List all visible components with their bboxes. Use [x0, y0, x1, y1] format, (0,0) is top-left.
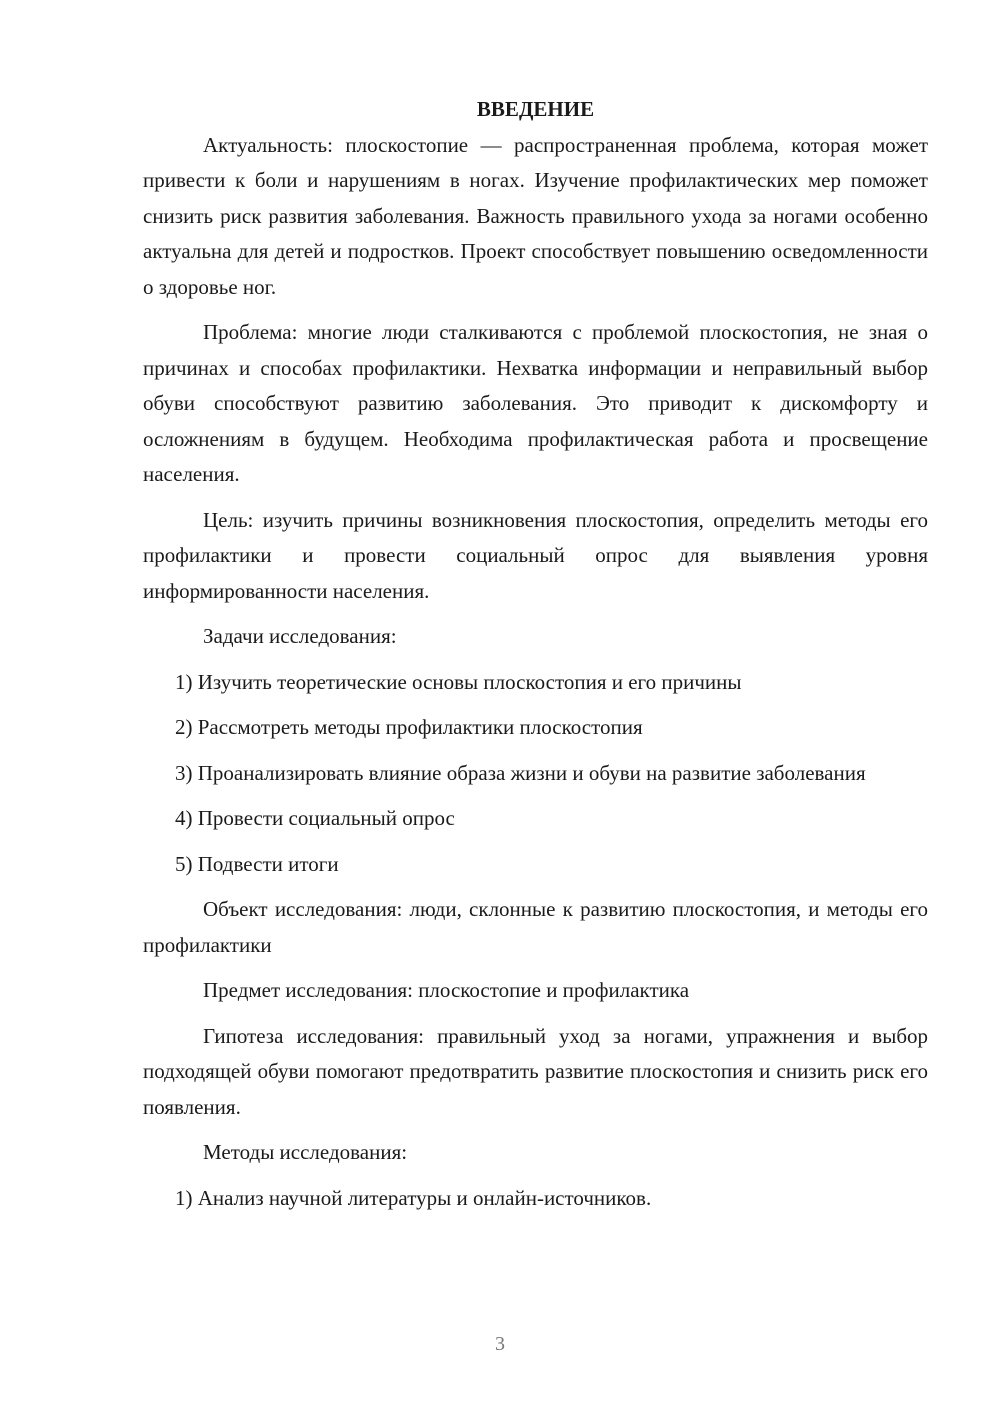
section-title: ВВЕДЕНИЕ: [476, 97, 595, 121]
task-item: 4) Провести социальный опрос: [175, 806, 455, 830]
page-number: 3: [495, 1333, 505, 1355]
task-item: 3) Проанализировать влияние образа жизни и обуви на развитие заболевания: [175, 760, 866, 785]
task-item: 5) Подвести итоги: [175, 851, 339, 876]
paragraph-hypothesis: Гипотеза исследования: правильный уход за ногами, упражнения и выбор подходящей обуви помогают предотвратить развитие плоскостопия и снизить риск его появления.: [143, 1023, 928, 1119]
tasks-heading: Задачи исследования:: [203, 624, 397, 648]
paragraph-subject: Предмет исследования: плоскостопие и профилактика: [203, 978, 690, 1002]
paragraph-relevance: Актуальность: плоскостопие — распространенная проблема, которая может привести к боли и нарушениям в ногах. Изучение профилактических мер поможет снизить риск развития заболевания. Важность правильного ухода за ногами особенно актуальна для детей и подростков. Проект способствует повышению осведомленности о здоровье ног.: [143, 132, 928, 299]
task-item: 2) Рассмотреть методы профилактики плоскостопия: [175, 715, 643, 739]
document-page: [143, 92, 928, 1226]
paragraph-problem: Проблема: многие люди сталкиваются с проблемой плоскостопия, не зная о причинах и способах профилактики. Нехватка информации и неправильный выбор обуви способствуют развитию заболевания. Это приводит к дискомфорту и осложнениям в будущем. Необходима профилактическая работа и просвещение населения.: [143, 320, 928, 486]
task-item: 1) Изучить теоретические основы плоскостопия и его причины: [175, 669, 742, 694]
methods-heading: Методы исследования:: [203, 1140, 408, 1164]
paragraph-object: Объект исследования: люди, склонные к развитию плоскостопия, и методы его профилактики: [143, 897, 928, 957]
paragraph-goal: Цель: изучить причины возникновения плоскостопия, определить методы его профилактики и провести социальный опрос для выявления уровня информированности населения.: [143, 507, 928, 603]
method-item: 1) Анализ научной литературы и онлайн-источников.: [175, 1185, 652, 1210]
